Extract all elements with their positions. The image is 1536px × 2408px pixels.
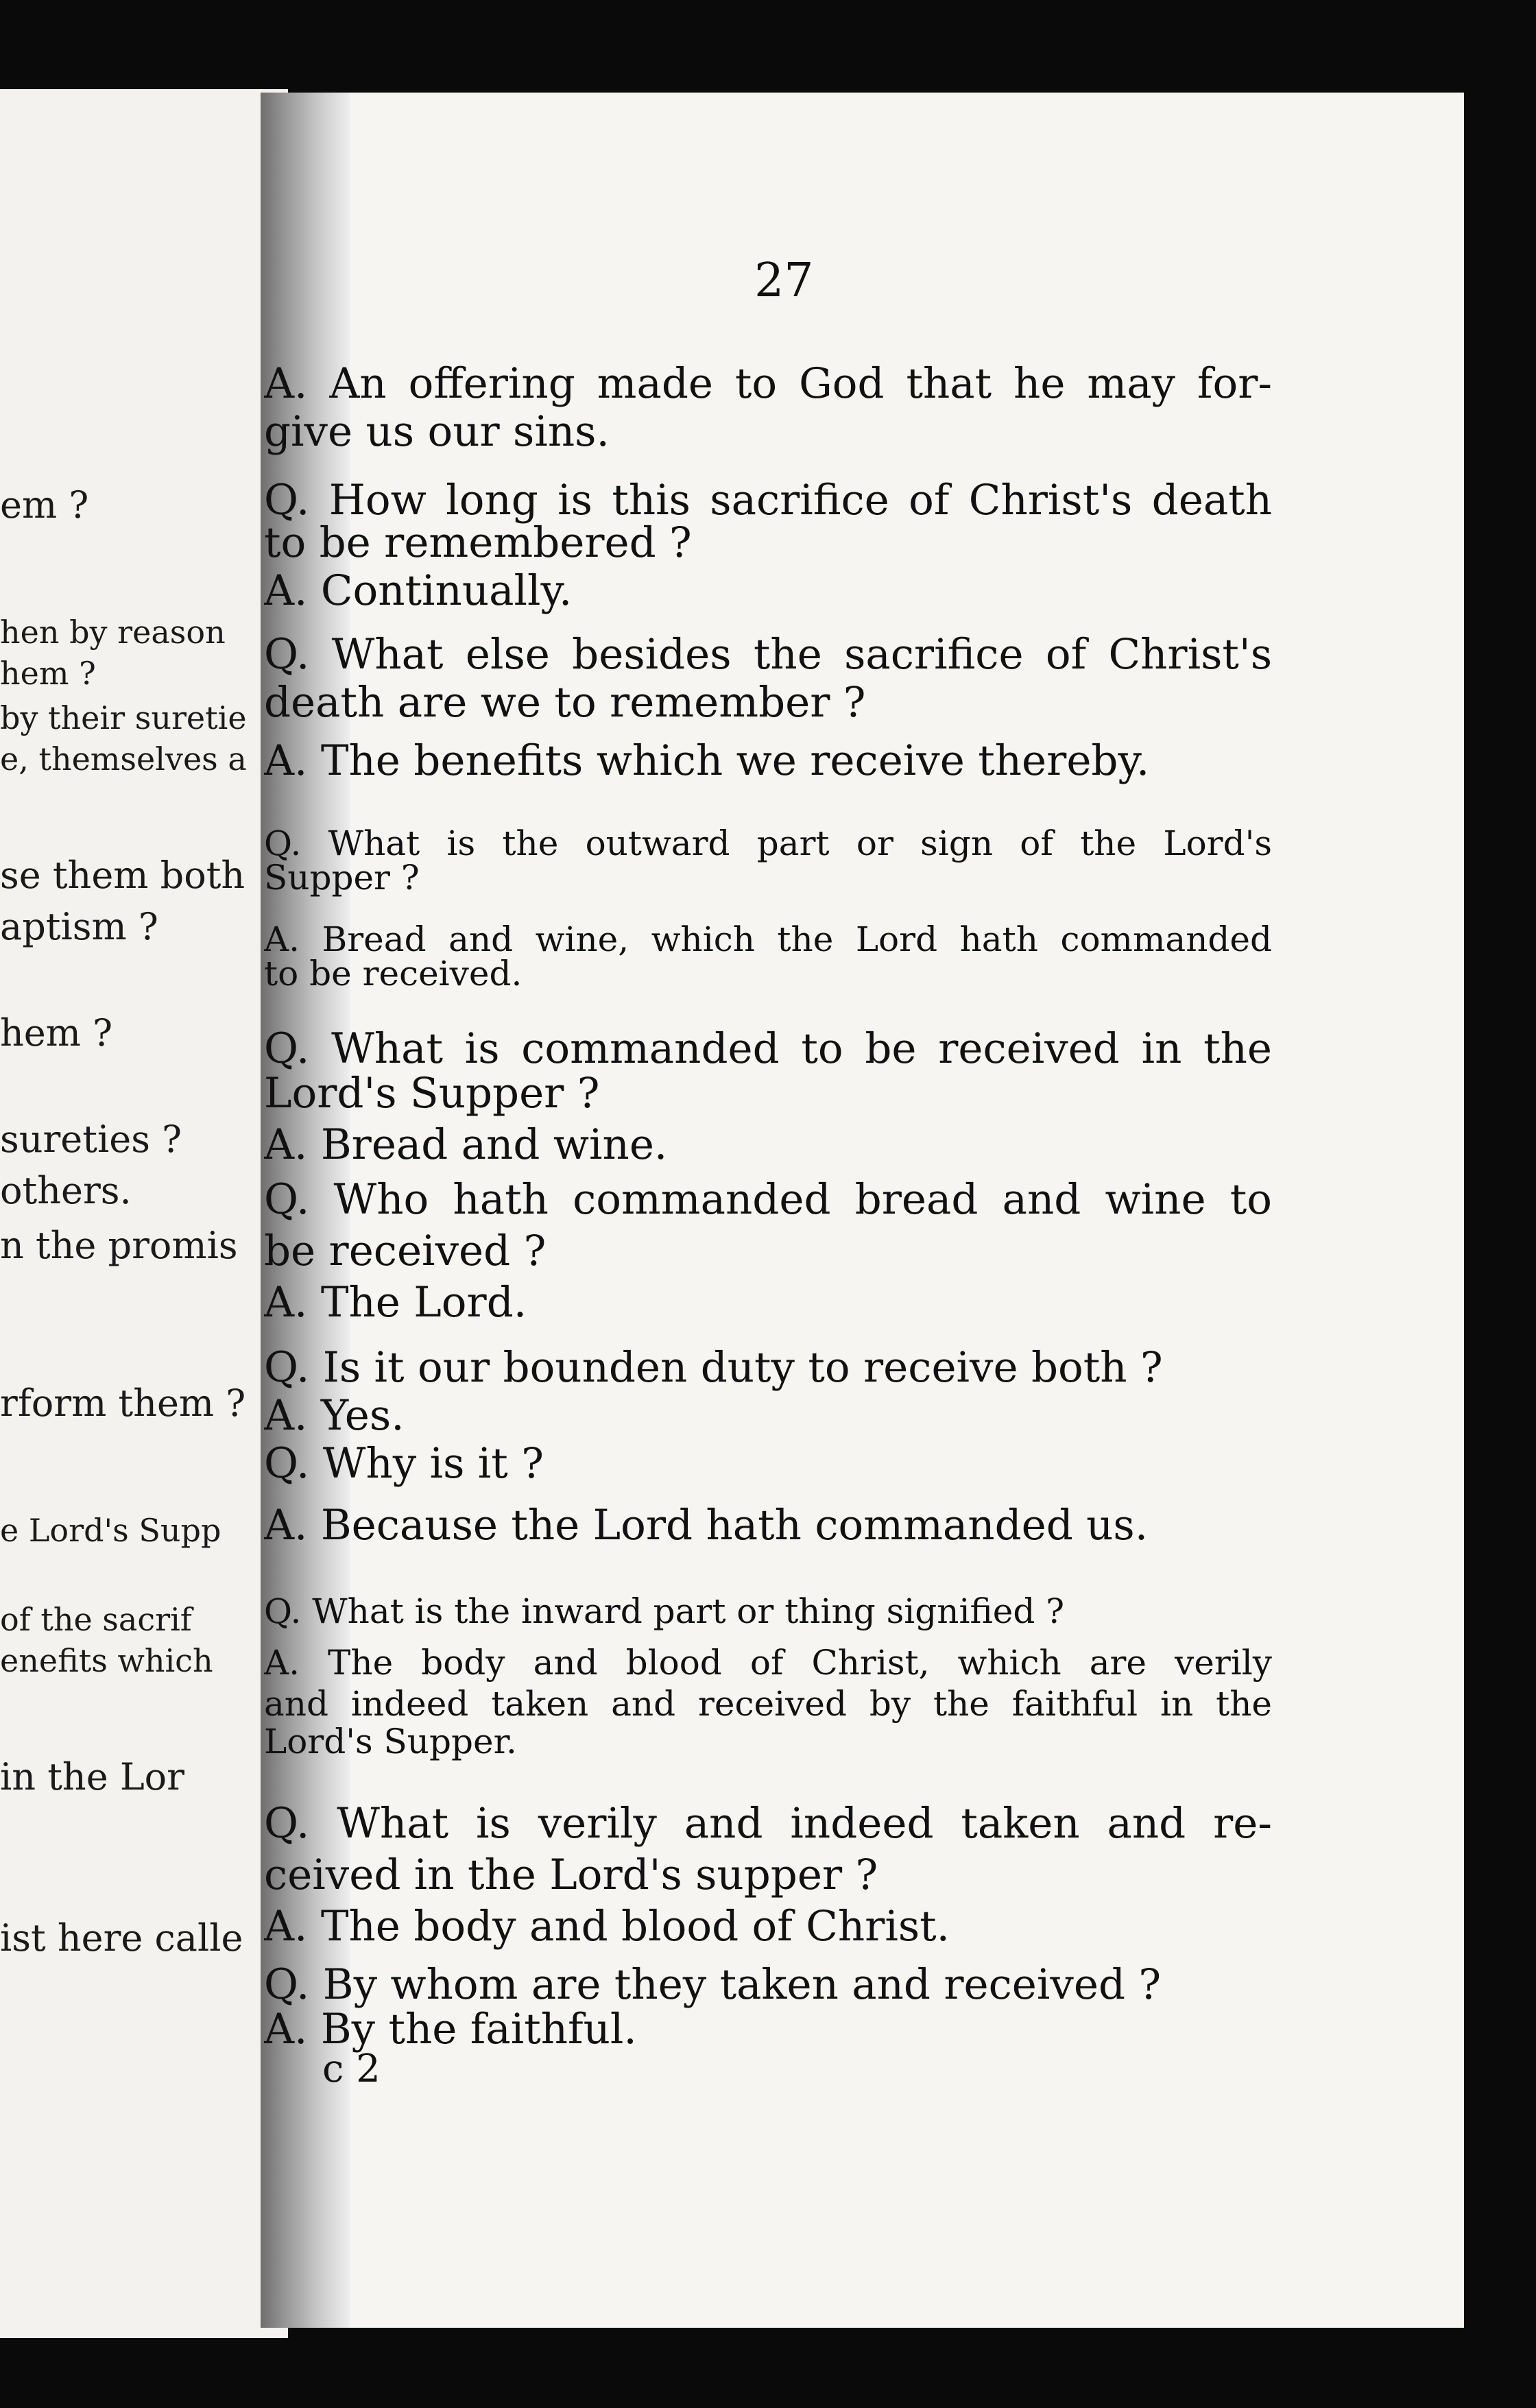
signature-mark: c 2: [322, 2047, 381, 2091]
text-line: A. The Lord.: [264, 1278, 527, 1327]
text-line: Supper ?: [264, 858, 420, 898]
text-line: A. The body and blood of Christ.: [264, 1902, 950, 1951]
text-line: Q. What is the outward part or sign of the Lord's: [264, 823, 1272, 863]
left-fragment: hen by reason: [0, 614, 226, 651]
page-number: 27: [754, 254, 814, 308]
text-line: Q. By whom are they taken and received ?: [264, 1960, 1162, 2009]
left-fragment: in the Lor: [0, 1755, 184, 1798]
text-line: Lord's Supper.: [264, 1722, 517, 1761]
text-line: Q. Why is it ?: [264, 1439, 544, 1488]
left-fragment: of the sacrif: [0, 1601, 192, 1638]
text-line: Q. What is commanded to be received in the: [264, 1024, 1272, 1073]
text-line: A. The benefits which we receive thereby.: [264, 736, 1150, 785]
left-fragment: by their suretie: [0, 699, 247, 736]
left-fragment: em ?: [0, 483, 89, 527]
text-line: A. By the faithful.: [264, 2005, 637, 2054]
text-line: to be remembered ?: [264, 518, 692, 567]
left-fragment: sureties ?: [0, 1118, 182, 1161]
text-line: Lord's Supper ?: [264, 1069, 600, 1118]
text-line: Q. What else besides the sacrifice of Christ's: [264, 630, 1272, 679]
text-line: A. An offering made to God that he may for-: [264, 359, 1272, 408]
left-page: [0, 89, 288, 2338]
text-line: Q. What is verily and indeed taken and re-: [264, 1799, 1272, 1848]
text-line: A. Bread and wine, which the Lord hath commanded: [264, 919, 1272, 959]
left-fragment: hem ?: [0, 1011, 113, 1055]
left-fragment: ist here calle: [0, 1916, 243, 1960]
text-line: and indeed taken and received by the faithful in the: [264, 1684, 1272, 1724]
text-line: be received ?: [264, 1227, 547, 1275]
text-line: A. The body and blood of Christ, which are verily: [264, 1643, 1272, 1683]
left-fragment: aptism ?: [0, 905, 158, 948]
text-line: ceived in the Lord's supper ?: [264, 1851, 878, 1899]
left-fragment: rform them ?: [0, 1382, 246, 1425]
left-fragment: e, themselves a: [0, 741, 247, 778]
text-line: Q. What is the inward part or thing signified ?: [264, 1591, 1065, 1631]
left-fragment: se them both: [0, 854, 245, 897]
left-fragment: hem ?: [0, 655, 96, 692]
left-fragment: others.: [0, 1169, 132, 1212]
text-line: Q. Who hath commanded bread and wine to: [264, 1175, 1272, 1224]
left-fragment: enefits which: [0, 1642, 213, 1679]
left-fragment: n the promis: [0, 1224, 238, 1267]
text-line: A. Because the Lord hath commanded us.: [264, 1501, 1149, 1550]
text-line: A. Yes.: [264, 1391, 405, 1440]
text-line: Q. How long is this sacrifice of Christ's death: [264, 476, 1272, 525]
text-line: Q. Is it our bounden duty to receive both ?: [264, 1343, 1163, 1392]
text-line: A. Continually.: [264, 566, 573, 615]
left-fragment: e Lord's Supp: [0, 1512, 221, 1549]
text-line: A. Bread and wine.: [264, 1120, 668, 1169]
text-line: give us our sins.: [264, 407, 610, 456]
text-line: to be received.: [264, 954, 523, 994]
text-line: death are we to remember ?: [264, 678, 866, 727]
